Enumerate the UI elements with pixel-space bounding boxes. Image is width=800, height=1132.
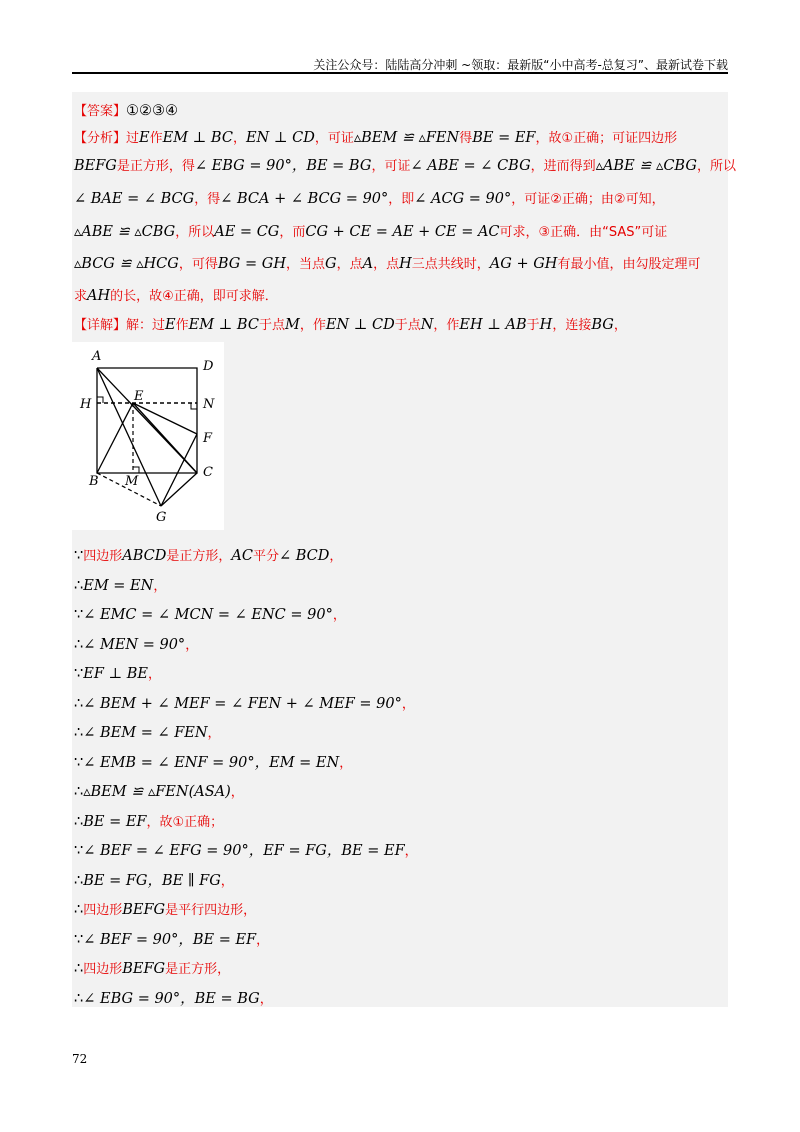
text: 四边形 (83, 962, 123, 977)
point-label-e: E (134, 389, 144, 404)
text: 的长，故④正确，即可求解． (110, 289, 278, 304)
math: A (362, 256, 374, 272)
proof-step (74, 577, 166, 596)
math: ∠ BCD (278, 548, 330, 564)
solution-panel (72, 92, 736, 1007)
math: N (420, 317, 434, 333)
segment-fg (161, 434, 197, 506)
text: ， (259, 991, 273, 1007)
text: ， (339, 755, 353, 771)
text: ， (230, 785, 244, 800)
math: ∠ MEN = 90° (83, 636, 186, 653)
proof-step (74, 547, 342, 566)
logic-symbol: ∴ (74, 872, 84, 889)
page-header: 关注公众号：陆陆高分冲刺 ~领取：最新版“小中高考-总复习”、最新试卷下载 (313, 58, 728, 72)
math: BE = EF (472, 130, 536, 146)
text: ，故①正确； (146, 814, 224, 830)
math: E (165, 317, 176, 333)
point-label-c: C (203, 465, 213, 480)
point-label-g: G (156, 510, 167, 525)
analysis-line-2 (74, 157, 736, 176)
text: ，作 (299, 318, 326, 333)
right-angle-h (97, 397, 103, 403)
text: 有最小值，由勾股定理可 (557, 257, 701, 272)
math: ∠ BAE = ∠ BCG (74, 191, 195, 207)
point-label-n: N (203, 397, 215, 412)
text: ， (613, 318, 627, 333)
point-label-h: H (80, 397, 92, 412)
math: ∠ BEM = ∠ FEN (83, 725, 208, 741)
text: ，进而得到 (530, 159, 596, 174)
math: ∠ EBG = 90°，BE = BG (194, 158, 372, 174)
answer-value: ①②③④ (126, 103, 179, 119)
math: ▵ABE ≌ ▵CBG (595, 158, 697, 174)
text: 解：过 (126, 318, 166, 333)
math: ∠ BEM + ∠ MEF = ∠ FEN + ∠ MEF = 90° (83, 695, 402, 712)
text: ，可证②正确；由②可知， (511, 192, 665, 207)
text: 作 (149, 131, 163, 146)
proof-step (74, 872, 234, 891)
logic-symbol: ∴ (74, 784, 84, 800)
detail-intro-line (74, 316, 627, 335)
proof-step (74, 931, 269, 950)
proof-step (74, 783, 244, 802)
math: ∠ EBG = 90°，BE = BG (83, 990, 260, 1007)
text: ，点 (373, 257, 400, 272)
analysis-line-3 (74, 190, 665, 209)
text: 是正方形， (165, 962, 231, 977)
text: 是正方形， (166, 549, 232, 564)
logic-symbol: ∴ (74, 636, 84, 653)
text: ，可证 (371, 159, 411, 174)
text: ， (329, 549, 343, 564)
point-label-f: F (203, 431, 213, 446)
math: AC (231, 548, 253, 564)
right-angle-m (133, 467, 139, 473)
analysis-line-4 (74, 223, 667, 242)
math: AG + GH (489, 256, 558, 272)
logic-symbol: ∵ (74, 754, 84, 771)
text: 四边形 (83, 903, 123, 918)
math: ∠ EMB = ∠ ENF = 90°，EM = EN (83, 754, 340, 771)
math: ABCD (122, 548, 167, 564)
text: ，当点 (285, 257, 325, 272)
text: 过 (126, 131, 140, 146)
text: ，作 (433, 318, 460, 333)
point-label-a: A (92, 349, 102, 364)
analysis-line-5 (74, 255, 700, 274)
logic-symbol: ∵ (74, 666, 84, 682)
segment-ef (133, 403, 197, 434)
proof-step (74, 636, 198, 655)
math: ∠ ABE = ∠ CBG (410, 158, 531, 174)
math: H (539, 317, 553, 333)
logic-symbol: ∵ (74, 843, 84, 859)
header-divider (72, 72, 728, 74)
page-number: 72 (72, 1052, 88, 1066)
text: ， (232, 131, 246, 146)
text: 是正方形，得 (116, 159, 195, 174)
detail-label: 【详解】 (74, 318, 127, 333)
proof-step (74, 960, 230, 979)
math: ∠ BEF = ∠ EFG = 90°，EF = FG，BE = EF (83, 843, 405, 859)
analysis-label: 【分析】 (74, 131, 127, 146)
text: ，故①正确；可证四边形 (535, 131, 678, 146)
math: CG + CE = AE + CE = AC (305, 224, 500, 240)
math: BE = EF (83, 813, 147, 830)
proof-step (74, 754, 352, 773)
segment-cg (161, 473, 197, 506)
text: ，可得 (178, 257, 218, 272)
logic-symbol: ∵ (74, 548, 84, 564)
text: ， (153, 578, 167, 594)
math: AH (87, 288, 111, 304)
proof-step (74, 842, 418, 861)
text: 可求，③正确．由“SAS”可证 (499, 225, 668, 240)
proof-step (74, 606, 346, 625)
math: EH ⊥ AB (459, 317, 527, 333)
math: ▵BEM ≌ ▵FEN (353, 130, 460, 146)
text: ， (404, 844, 418, 859)
geometry-diagram (72, 342, 224, 530)
proof-step (74, 695, 415, 714)
math: M (284, 317, 300, 333)
text: 求 (74, 289, 88, 304)
text: ，得 (194, 192, 221, 207)
math: EN ⊥ CD (325, 317, 395, 333)
analysis-line-1 (74, 129, 677, 148)
text: 于点 (394, 318, 421, 333)
math: BEFG (122, 961, 166, 977)
math: ∠ BCA + ∠ BCG = 90° (220, 191, 389, 207)
logic-symbol: ∴ (74, 990, 84, 1007)
math: EM = EN (83, 577, 154, 594)
text: ，可证 (314, 131, 354, 146)
text: ， (401, 696, 415, 712)
proof-step (74, 901, 256, 920)
text: ，而 (279, 225, 306, 240)
logic-symbol: ∴ (74, 902, 84, 918)
text: 四边形 (83, 549, 123, 564)
logic-symbol: ∴ (74, 961, 84, 977)
text: ，连接 (552, 318, 592, 333)
math: ▵BCG ≌ ▵HCG (74, 256, 179, 272)
math: ∠ EMC = ∠ MCN = ∠ ENC = 90° (83, 607, 333, 623)
math: ▵BEM ≌ ▵FEN(ASA) (83, 784, 231, 800)
text: ，所以 (175, 225, 215, 240)
text: ，所以 (696, 159, 736, 174)
text: 是平行四边形， (165, 903, 257, 918)
point-label-m: M (125, 474, 139, 489)
text: 平分 (252, 549, 279, 564)
math: AE = CG (214, 224, 280, 240)
math: E (139, 130, 150, 146)
text: ， (256, 932, 270, 948)
text: ，即 (388, 192, 415, 207)
text: 得 (459, 131, 473, 146)
point-label-d: D (203, 359, 214, 374)
right-angle-n (191, 403, 197, 409)
text: ，点 (336, 257, 363, 272)
logic-symbol: ∴ (74, 813, 84, 830)
logic-symbol: ∴ (74, 725, 84, 741)
answer-label: 【答案】 (74, 104, 127, 119)
math: EN ⊥ CD (245, 130, 315, 146)
text: ， (332, 608, 346, 623)
math: ∠ BEF = 90°，BE = EF (83, 931, 257, 948)
text: 于 (526, 318, 540, 333)
text: 作 (175, 318, 189, 333)
math: BG (591, 317, 614, 333)
logic-symbol: ∵ (74, 607, 84, 623)
text: ， (207, 726, 221, 741)
proof-step (74, 665, 161, 684)
math: BE = FG，BE ∥ FG (83, 872, 221, 889)
answer-line (74, 102, 178, 121)
math: ▵ABE ≌ ▵CBG (74, 224, 176, 240)
proof-step (74, 990, 273, 1009)
math: BEFG (74, 158, 117, 174)
math: EF ⊥ BE (83, 666, 148, 682)
text: 三点共线时， (411, 257, 490, 272)
math: ∠ ACG = 90° (414, 191, 512, 207)
text: ， (220, 873, 234, 889)
proof-step (74, 724, 221, 743)
math: G (325, 256, 337, 272)
logic-symbol: ∴ (74, 577, 84, 594)
geometry-figure (72, 342, 224, 530)
text: ， (185, 637, 199, 653)
math: H (399, 256, 412, 272)
logic-symbol: ∴ (74, 695, 84, 712)
proof-step (74, 813, 223, 832)
text: 于点 (258, 318, 285, 333)
segment-ec (133, 403, 197, 473)
math: BG = GH (217, 256, 286, 272)
point-label-b: B (89, 474, 99, 489)
logic-symbol: ∵ (74, 931, 84, 948)
text: ， (147, 667, 161, 682)
analysis-line-6 (74, 287, 278, 306)
math: BEFG (122, 902, 166, 918)
math: EM ⊥ BC (162, 130, 233, 146)
math: EM ⊥ BC (188, 317, 259, 333)
segment-be (97, 403, 133, 473)
